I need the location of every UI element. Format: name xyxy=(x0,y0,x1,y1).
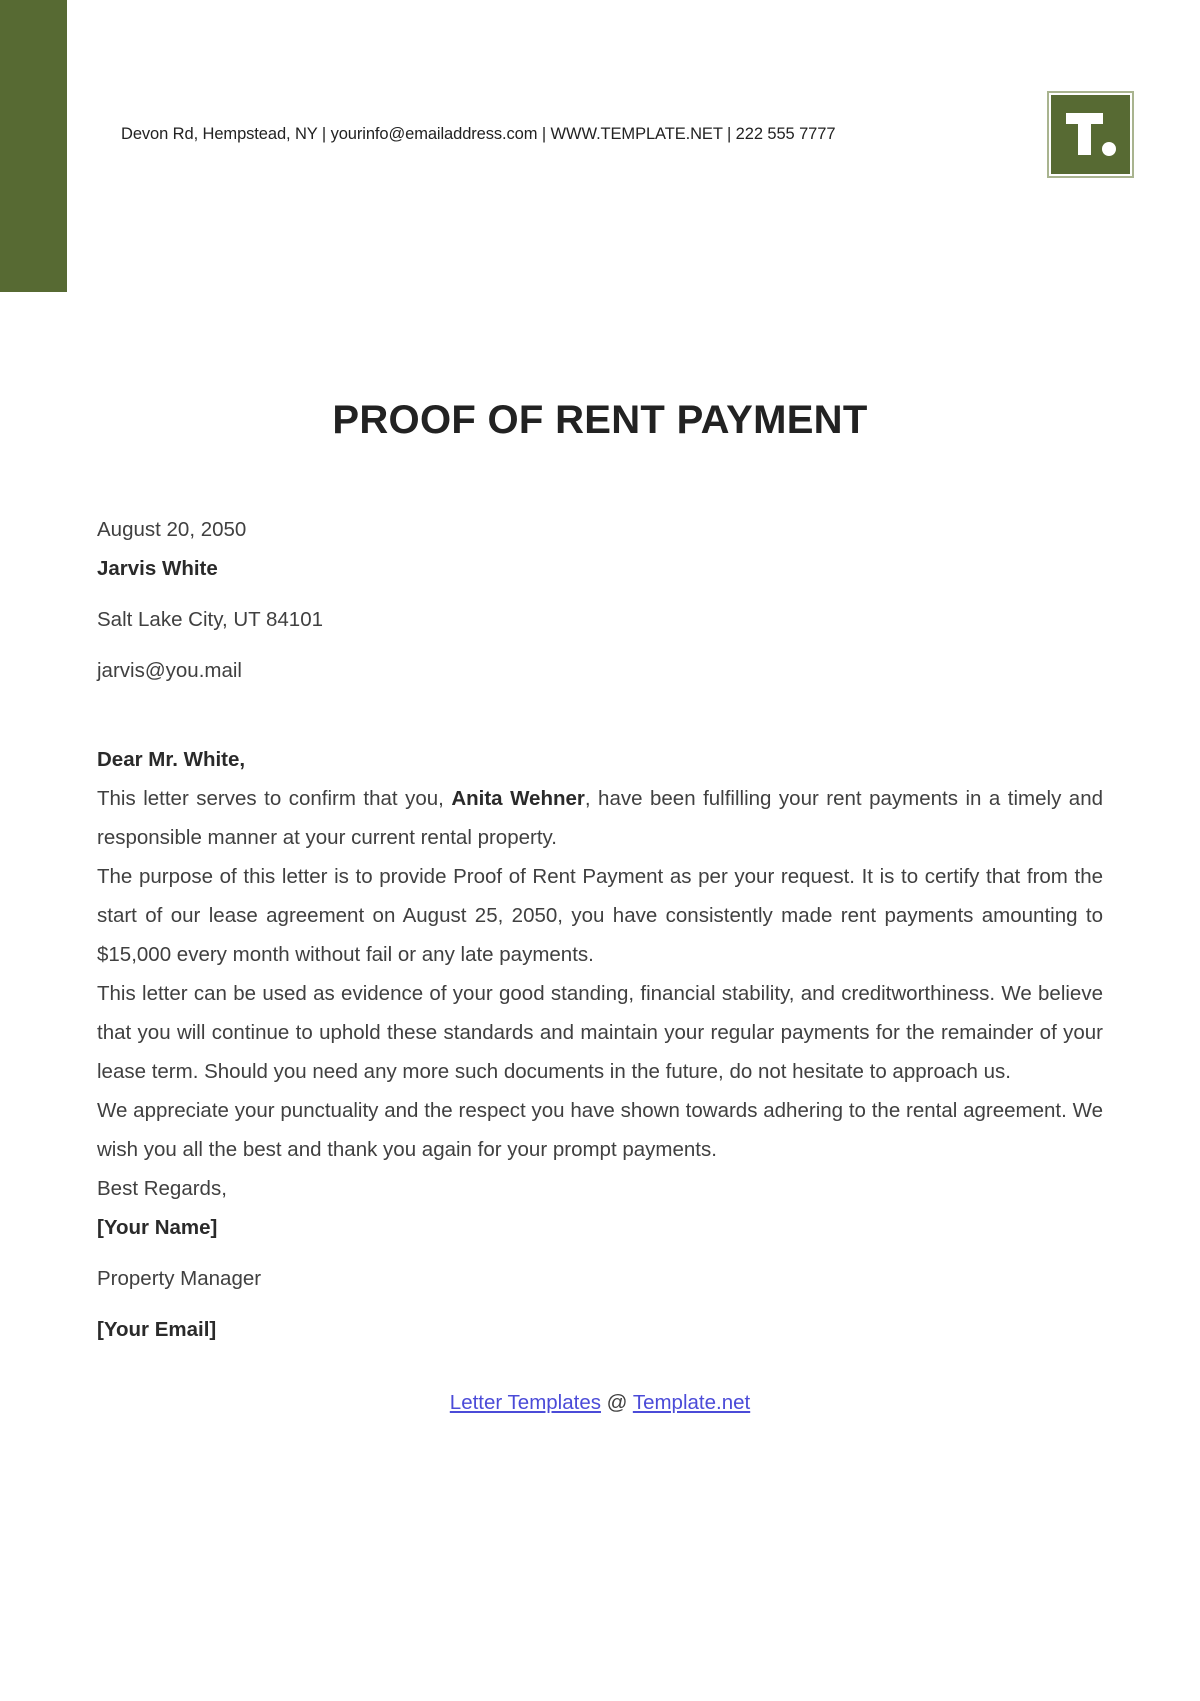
document-title: PROOF OF RENT PAYMENT xyxy=(332,398,868,442)
sender-title: Property Manager xyxy=(97,1267,262,1290)
recipient-address: Salt Lake City, UT 84101 xyxy=(97,608,324,631)
tenant-name: Anita Wehner xyxy=(451,787,585,810)
recipient-email: jarvis@you.mail xyxy=(97,659,242,682)
paragraph-3: This letter can be used as evidence of your good standing, financial stability, and creditworthiness. We believe that you will continue to uphold these standards and maintain your regular payments for the remainder of your lease term. Should you need any more such documents in the future, do not hesitate to approach us. xyxy=(97,982,1103,1083)
paragraph-2: The purpose of this letter is to provide Proof of Rent Payment as per your request. It is to certify that from the start of our lease agreement on August 25, 2050, you have consistently made rent payments amounting to $15,000 every month without fail or any late payments. xyxy=(97,865,1103,966)
paragraph-1-rest: , have been fulfilling your rent payments in a timely and responsible manner at your current rental property. xyxy=(97,787,1104,849)
footer-links xyxy=(0,1391,1200,1415)
logo-mark xyxy=(1051,95,1130,174)
paragraph-1-lead: This letter serves to confirm that you, xyxy=(97,787,452,810)
contact-line: Devon Rd, Hempstead, NY | yourinfo@emailaddress.com | WWW.TEMPLATE.NET | 222 555 7777 xyxy=(121,125,836,143)
letter-templates-link[interactable]: Letter Templates xyxy=(449,1391,601,1414)
logo-t-icon xyxy=(1051,95,1130,174)
closing: Best Regards, xyxy=(97,1177,227,1200)
paragraph-4: We appreciate your punctuality and the respect you have shown towards adhering to the rental agreement. We wish you all the best and thank you again for your prompt payments. xyxy=(97,1099,1103,1161)
salutation: Dear Mr. White, xyxy=(97,748,246,771)
paragraph-1 xyxy=(97,779,1103,857)
sender-name: [Your Name] xyxy=(97,1216,218,1239)
side-accent-bar xyxy=(0,0,67,292)
recipient-name: Jarvis White xyxy=(97,557,218,580)
footer-separator: @ xyxy=(600,1391,633,1414)
template-net-link[interactable]: Template.net xyxy=(632,1391,751,1414)
letter-date: August 20, 2050 xyxy=(97,518,247,541)
sender-email: [Your Email] xyxy=(97,1318,217,1341)
template-logo xyxy=(1047,91,1134,178)
letter-body xyxy=(97,510,1103,1349)
